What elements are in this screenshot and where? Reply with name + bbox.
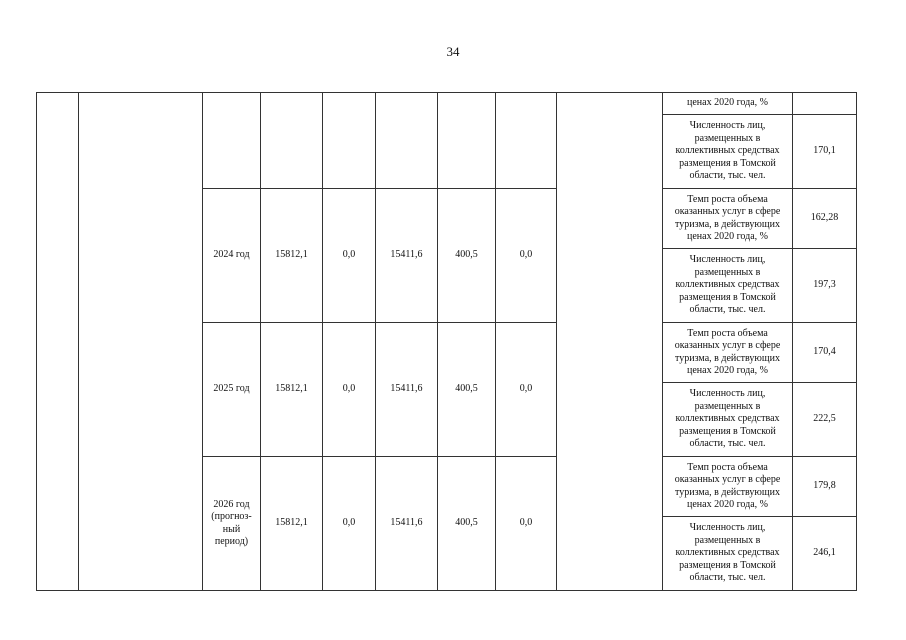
amount-cell: 0,0 <box>496 323 557 457</box>
empty-cell <box>376 93 438 189</box>
year-cell: 2025 год <box>203 323 261 457</box>
empty-cell <box>557 93 663 591</box>
empty-cell <box>438 93 496 189</box>
indicator-cell: Численность лиц, размещенных в коллективных средствах размещения в Томской области, тыс. чел. <box>663 249 793 323</box>
year-cell: 2024 год <box>203 189 261 323</box>
amount-cell: 0,0 <box>496 189 557 323</box>
amount-cell: 0,0 <box>323 457 376 591</box>
indicator-cell: Темп роста объема оказанных услуг в сфере туризма, в действующих ценах 2020 года, % <box>663 189 793 249</box>
indicator-value <box>793 93 857 115</box>
indicator-value: 246,1 <box>793 517 857 591</box>
amount-cell: 400,5 <box>438 457 496 591</box>
empty-cell <box>37 93 79 591</box>
empty-cell <box>261 93 323 189</box>
empty-cell <box>496 93 557 189</box>
indicator-value: 222,5 <box>793 383 857 457</box>
amount-cell: 15411,6 <box>376 457 438 591</box>
amount-cell: 0,0 <box>496 457 557 591</box>
indicator-value: 170,1 <box>793 115 857 189</box>
amount-cell: 0,0 <box>323 323 376 457</box>
total-cell: 15812,1 <box>261 323 323 457</box>
year-cell: 2026 год (прогноз-ный период) <box>203 457 261 591</box>
total-cell: 15812,1 <box>261 189 323 323</box>
indicator-cell: ценах 2020 года, % <box>663 93 793 115</box>
empty-cell <box>203 93 261 189</box>
indicator-cell: Темп роста объема оказанных услуг в сфере туризма, в действующих ценах 2020 года, % <box>663 457 793 517</box>
amount-cell: 15411,6 <box>376 323 438 457</box>
table-row <box>37 93 857 115</box>
indicator-cell: Численность лиц, размещенных в коллективных средствах размещения в Томской области, тыс. чел. <box>663 115 793 189</box>
page-number: 34 <box>446 44 460 59</box>
indicator-cell: Численность лиц, размещенных в коллективных средствах размещения в Томской области, тыс. чел. <box>663 517 793 591</box>
program-table <box>36 92 857 591</box>
empty-cell <box>323 93 376 189</box>
indicator-value: 170,4 <box>793 323 857 383</box>
indicator-value: 162,28 <box>793 189 857 249</box>
amount-cell: 0,0 <box>323 189 376 323</box>
amount-cell: 400,5 <box>438 323 496 457</box>
indicator-value: 197,3 <box>793 249 857 323</box>
total-cell: 15812,1 <box>261 457 323 591</box>
empty-cell <box>79 93 203 591</box>
indicator-cell: Численность лиц, размещенных в коллективных средствах размещения в Томской области, тыс. чел. <box>663 383 793 457</box>
amount-cell: 400,5 <box>438 189 496 323</box>
indicator-cell: Темп роста объема оказанных услуг в сфере туризма, в действующих ценах 2020 года, % <box>663 323 793 383</box>
indicator-value: 179,8 <box>793 457 857 517</box>
amount-cell: 15411,6 <box>376 189 438 323</box>
